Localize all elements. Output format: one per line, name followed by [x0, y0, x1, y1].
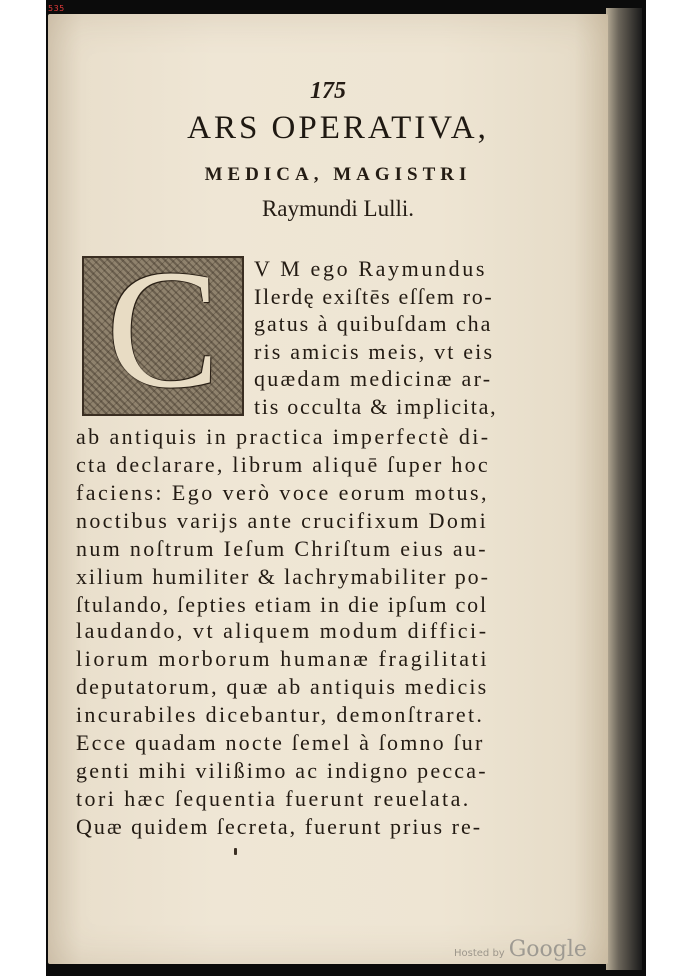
text-line: noctibus varijs ante crucifixum Domi — [76, 508, 489, 533]
text-line: V M ego Raymundus — [254, 256, 488, 281]
text-line: ris amicis meis, vt eis — [254, 339, 495, 364]
author-line: Raymundi Lulli. — [261, 196, 415, 221]
text-line: Ecce quadam nocte ſemel à ſomno ſur — [76, 730, 485, 755]
book-page — [48, 14, 608, 964]
text-line: num noſtrum Ieſum Chriſtum eius au- — [76, 536, 488, 561]
ink-speck — [234, 848, 237, 855]
text-line: Ilerdę exiſtēs eſſem ro- — [254, 284, 494, 309]
text-line: deputatorum, quæ ab antiquis medicis — [76, 674, 489, 699]
text-line: ab antiquis in practica imperfectè di- — [76, 424, 491, 449]
google-logo: Google — [508, 937, 587, 962]
hosted-by-label: Hosted by — [454, 948, 505, 959]
google-watermark — [454, 937, 690, 976]
page-number: 175 — [310, 78, 346, 104]
text-line: laudando, vt aliquem modum diffici- — [76, 618, 489, 643]
page-edge — [606, 8, 642, 970]
text-line: tis occulta & implicita, — [254, 394, 498, 419]
initial-letter: C — [106, 256, 220, 416]
scan-mark: 535 — [48, 4, 65, 13]
text-line: liorum morborum humanæ fragilitati — [76, 646, 490, 671]
text-line: quædam medicinæ ar- — [254, 366, 493, 391]
text-line: xilium humiliter & lachrymabiliter po- — [76, 564, 490, 589]
page-title: ARS OPERATIVA, — [187, 110, 489, 146]
page-subtitle: MEDICA, MAGISTRI — [204, 164, 472, 185]
text-line: cta declarare, librum aliquē ſuper hoc — [76, 452, 490, 477]
text-line: tori hæc ſequentia fuerunt reuelata. — [76, 786, 471, 811]
text-line: gatus à quibuſdam cha — [254, 311, 493, 336]
text-line: incurabiles dicebantur, demonſtraret. — [76, 702, 485, 727]
text-line: Quæ quidem ſecreta, fuerunt prius re- — [76, 814, 483, 839]
decorated-initial — [82, 256, 244, 416]
text-line: genti mihi vilißimo ac indigno pecca- — [76, 758, 488, 783]
text-line: ſtulando, ſepties etiam in die ipſum col — [76, 592, 488, 617]
text-line: faciens: Ego verò voce eorum motus, — [76, 480, 489, 505]
